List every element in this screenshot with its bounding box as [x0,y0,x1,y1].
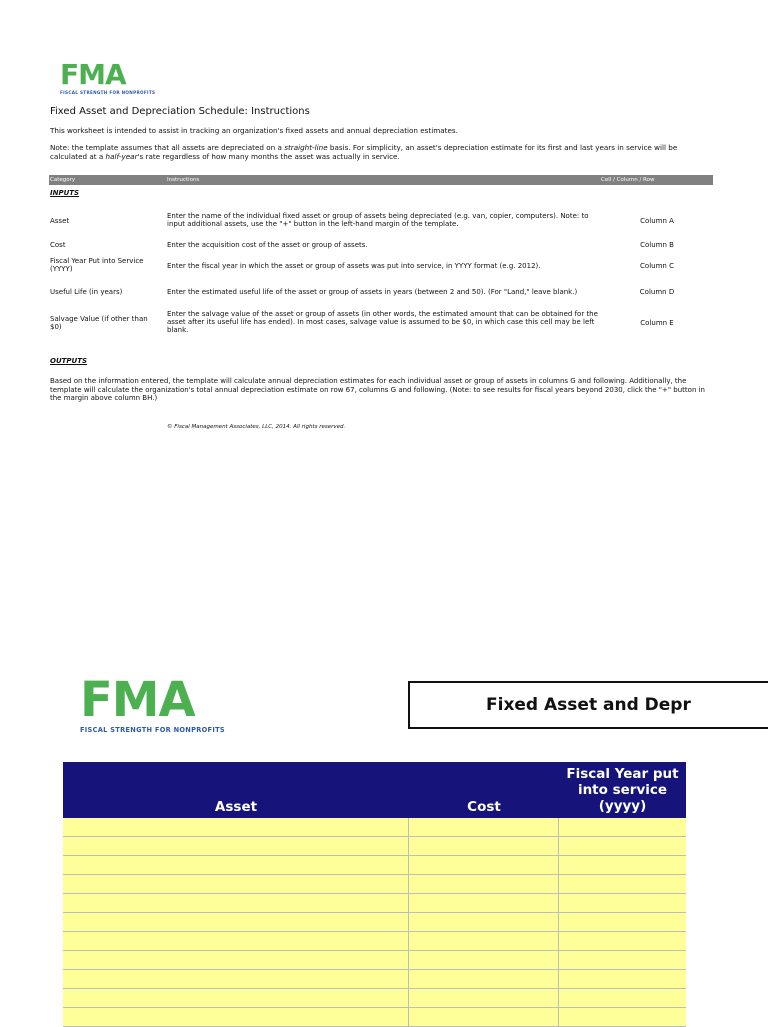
fiscal-year-cell[interactable] [559,989,686,1008]
fiscal-year-cell[interactable] [559,818,686,837]
table-row [63,856,686,875]
copyright-text: © Fiscal Management Associates, LLC, 2014. All rights reserved. [167,424,346,430]
fiscal-year-cell[interactable] [559,894,686,913]
cost-cell[interactable] [409,837,559,856]
asset-cell[interactable] [63,875,409,894]
fiscal-year-cell[interactable] [559,837,686,856]
fiscal-year-cell[interactable] [559,951,686,970]
cost-cell[interactable] [409,970,559,989]
column-header-asset: Asset [214,799,258,815]
header-instructions: Instructions [167,177,200,183]
fma-logo [60,58,156,95]
asset-cell[interactable] [63,913,409,932]
row-column-useful-life: Column D [639,288,675,296]
row-label-asset: Asset [50,217,70,225]
asset-cell[interactable] [63,951,409,970]
header-cell: Cell / Column / Row [601,177,655,183]
asset-cell[interactable] [63,818,409,837]
asset-table-body [63,818,686,1027]
fiscal-year-cell[interactable] [559,1008,686,1027]
row-instructions-fiscal-year: Enter the fiscal year in which the asset or group of assets was put into service, in YYYY format (e.g. 2012). [167,262,541,270]
table-row [63,818,686,837]
row-label-useful-life: Useful Life (in years) [50,288,123,296]
cost-cell[interactable] [409,932,559,951]
logo-wordmark-large: FMA [80,672,195,728]
table-row [63,970,686,989]
row-label-fiscal-year: Fiscal Year Put into Service (YYYY) [50,257,144,273]
inputs-label: INPUTS [50,189,80,197]
table-row [63,989,686,1008]
logo-wordmark: FMA [60,58,126,91]
table-row [63,913,686,932]
note-text: Note: the template assumes that all assets are depreciated on a straight-line basis. For simplicity, an asset's depreciation estimate for its first and last years in service will be calculated at a half-year's rate regardless of how many months the asset was actually in service. [50,143,678,161]
asset-cell[interactable] [63,856,409,875]
instructions-table-header [49,175,713,185]
asset-cell[interactable] [63,837,409,856]
header-category: Category [50,177,76,183]
fiscal-year-cell[interactable] [559,913,686,932]
row-column-asset: Column A [640,217,674,225]
cost-cell[interactable] [409,989,559,1008]
row-column-fiscal-year: Column C [640,262,674,270]
table-row [63,932,686,951]
sheet-title-box [408,681,768,729]
cost-cell[interactable] [409,1008,559,1027]
asset-cell[interactable] [63,1008,409,1027]
cost-cell[interactable] [409,913,559,932]
asset-input-table [63,762,686,1027]
row-column-cost: Column B [640,241,674,249]
cost-cell[interactable] [409,875,559,894]
row-label-salvage-value: Salvage Value (if other than $0) [50,315,148,331]
table-row [63,951,686,970]
row-instructions-salvage-value: Enter the salvage value of the asset or group of assets (in other words, the estimated amount that can be obtained for the asset after its useful life has ended). In most cases, salvage value is assumed to be $0, in which case this cell may be left blank. [167,310,598,334]
cost-cell[interactable] [409,818,559,837]
table-row [63,894,686,913]
page-title: Fixed Asset and Depreciation Schedule: Instructions [50,106,310,117]
logo-tagline: FISCAL STRENGTH FOR NONPROFITS [60,90,156,95]
outputs-text: Based on the information entered, the template will calculate annual depreciation estimates for each individual asset or group of assets in columns G and following. Additionally, the template will calculate the organization's total annual depreciation estimate on row 67, columns G and following. (Note: to see results for fiscal years beyond 2030, click the "+" button in the margin above column BH.) [50,377,705,402]
column-header-cost: Cost [467,799,501,815]
row-instructions-cost: Enter the acquisition cost of the asset or group of assets. [167,241,368,249]
outputs-label: OUTPUTS [50,357,88,365]
fiscal-year-cell[interactable] [559,932,686,951]
fma-logo-large [80,672,225,734]
fiscal-year-cell[interactable] [559,856,686,875]
table-row [63,1008,686,1027]
asset-cell[interactable] [63,989,409,1008]
row-instructions-asset: Enter the name of the individual fixed asset or group of assets being depreciated (e.g. van, copier, computers). Note: to input additional assets, use the "+" button in the left-hand margin of the template. [167,212,589,228]
logo-tagline-large: FISCAL STRENGTH FOR NONPROFITS [80,726,225,734]
column-header-fiscal-year: Fiscal Year put into service (yyyy) [566,766,679,814]
sheet-title: Fixed Asset and Depr [486,695,691,715]
row-column-salvage-value: Column E [640,319,674,327]
cost-cell[interactable] [409,856,559,875]
row-instructions-useful-life: Enter the estimated useful life of the asset or group of assets in years (between 2 and 50). (For "Land," leave blank.) [167,288,578,296]
row-label-cost: Cost [50,241,66,249]
table-row [63,837,686,856]
table-row [63,875,686,894]
cost-cell[interactable] [409,951,559,970]
fiscal-year-cell[interactable] [559,875,686,894]
asset-table-header [63,762,686,818]
asset-cell[interactable] [63,932,409,951]
intro-text: This worksheet is intended to assist in tracking an organization's fixed assets and annual depreciation estimates. [50,126,458,135]
fiscal-year-cell[interactable] [559,970,686,989]
asset-cell[interactable] [63,894,409,913]
asset-cell[interactable] [63,970,409,989]
cost-cell[interactable] [409,894,559,913]
